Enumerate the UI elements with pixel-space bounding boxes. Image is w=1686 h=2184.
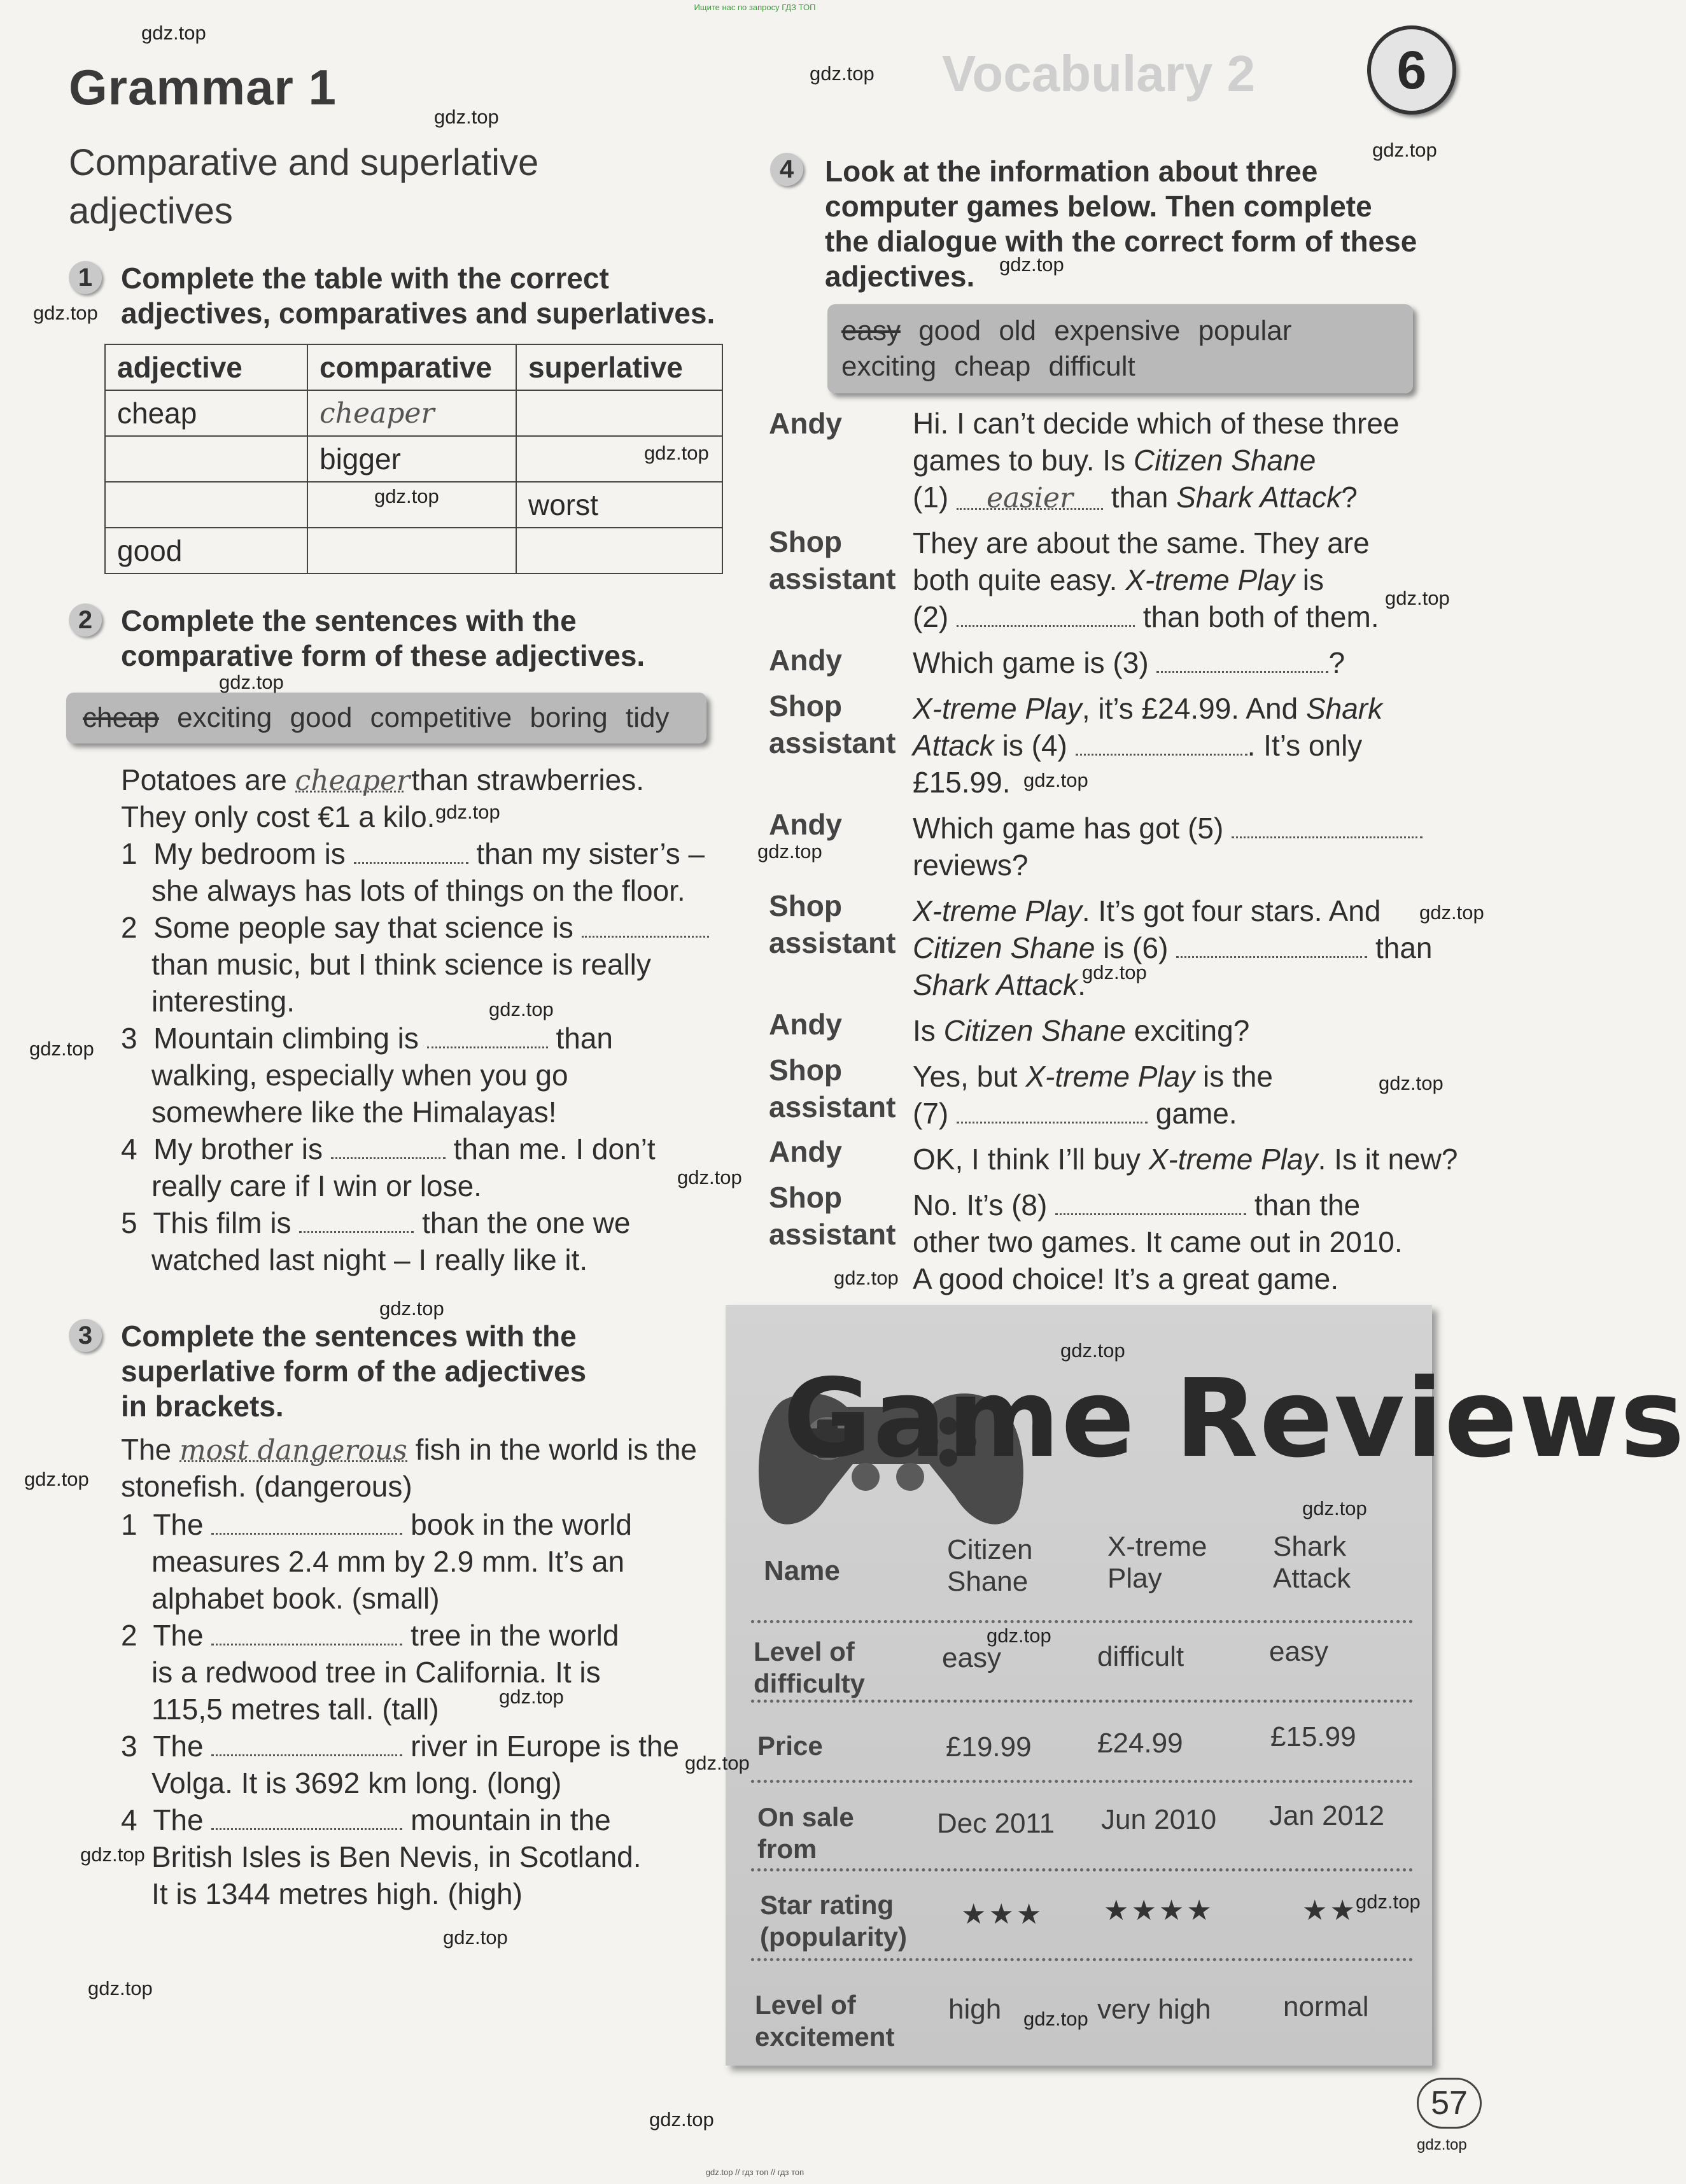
text: alphabet book. (small) (151, 1582, 440, 1615)
watermark: gdz.top (1302, 1497, 1367, 1519)
text: really care if I win or lose. (151, 1169, 482, 1202)
watermark: gdz.top (379, 1297, 444, 1320)
speaker-shop: Shop (769, 525, 842, 558)
table-cell-blank[interactable] (516, 390, 722, 436)
text: Potatoes are (121, 763, 287, 796)
watermark: gdz.top (1023, 769, 1088, 791)
game-name-citizen-shane (947, 1534, 1033, 1598)
text: from (757, 1834, 817, 1864)
word: easy (841, 315, 901, 346)
watermark: gdz.top (1372, 139, 1437, 161)
column-label-name: Name (764, 1555, 840, 1586)
row-separator (751, 1958, 1413, 1961)
text: (7) (913, 1097, 949, 1130)
text: Some people say that science is (153, 911, 573, 944)
item-number: 3 (121, 1730, 137, 1763)
table-cell-blank[interactable] (307, 528, 516, 574)
watermark: gdz.top (499, 1686, 564, 1708)
game-name-shark-attack (1273, 1531, 1351, 1595)
watermark: gdz.top (1082, 961, 1147, 983)
answer-blank[interactable] (1076, 729, 1247, 756)
speaker-shop: Shop (769, 889, 842, 922)
exercise-2-word-box (66, 693, 706, 743)
exercise-1-instruction-2: adjectives, comparatives and superlatives. (121, 297, 715, 330)
list-item (121, 909, 713, 1020)
text: A good choice! It’s a great game. (913, 1262, 1339, 1295)
table-cell: difficult (1097, 1641, 1184, 1672)
exercise-4-word-box (827, 304, 1413, 393)
item-number: 5 (121, 1206, 137, 1239)
watermark: gdz.top (29, 1038, 94, 1060)
text: somewhere like the Himalayas! (151, 1096, 557, 1129)
row-separator (751, 1620, 1413, 1623)
answer-blank[interactable] (1232, 812, 1423, 838)
watermark: gdz.top (33, 302, 98, 324)
text: fish in the world is the (415, 1433, 697, 1466)
table-cell: good (105, 528, 307, 574)
text: than (556, 1022, 613, 1055)
text: The (153, 1619, 204, 1652)
game-title: X-treme Play (1125, 563, 1295, 596)
text: 115,5 metres tall. (tall) (151, 1693, 439, 1726)
word: tidy (626, 702, 670, 733)
text: than strawberries. (411, 763, 645, 796)
item-number: 4 (121, 1132, 137, 1166)
text: walking, especially when you go (151, 1059, 568, 1092)
table-cell: Dec 2011 (937, 1808, 1055, 1839)
text: Star rating (760, 1890, 894, 1920)
speaker-andy: Andy (769, 644, 842, 677)
row-separator (751, 1700, 1413, 1703)
text: Play (1107, 1563, 1162, 1594)
text: difficulty (754, 1668, 865, 1698)
text: , it’s £24.99. And (1081, 692, 1306, 725)
game-title: Attack (913, 729, 994, 762)
text: (2) (913, 600, 949, 633)
game-title: X-treme Play (1148, 1143, 1318, 1176)
text: Yes, but (913, 1060, 1026, 1093)
list-item (121, 1728, 732, 1801)
table-cell-answer: cheaper (307, 390, 516, 436)
watermark: gdz.top (810, 62, 875, 85)
subtitle-line2: adjectives (69, 190, 233, 232)
page-title: Grammar 1 (69, 59, 337, 115)
page-number: 57 (1417, 2078, 1482, 2129)
word: exciting (177, 702, 272, 733)
watermark: gdz.top (1385, 587, 1450, 609)
text: is (6) (1095, 931, 1169, 964)
text: (popularity) (760, 1922, 907, 1952)
exercise-4-instruction-2: computer games below. Then complete (825, 190, 1372, 223)
speaker-shop: Shop (769, 1181, 842, 1214)
answer-blank[interactable] (331, 1133, 446, 1159)
text: £15.99. (913, 766, 1011, 799)
exercise-4-instruction-4: adjectives. (825, 260, 975, 293)
exercise-3-instruction-2: superlative form of the adjectives (121, 1355, 587, 1388)
list-item (121, 1204, 713, 1278)
answer-blank[interactable] (1055, 1189, 1246, 1215)
game-title: Shark Attack (913, 968, 1078, 1001)
text: My brother is (153, 1132, 323, 1166)
exercise-1-instruction-1: Complete the table with the correct (121, 262, 609, 295)
text: both quite easy. (913, 563, 1126, 596)
table-cell: worst (516, 482, 722, 528)
table-row (105, 528, 722, 574)
watermark: gdz.top (1379, 1072, 1444, 1094)
text: Level of (754, 1637, 855, 1666)
watermark: gdz.top (644, 442, 709, 464)
table-cell: bigger (307, 436, 516, 482)
table-cell-blank[interactable] (105, 436, 307, 482)
exercise-2-instruction-2: comparative form of these adjectives. (121, 639, 645, 672)
text: British Isles is Ben Nevis, in Scotland. (151, 1840, 642, 1873)
text: than (1375, 931, 1433, 964)
word: popular (1198, 315, 1292, 346)
text: tree in the world (411, 1619, 619, 1652)
watermark: gdz.top (1060, 1339, 1125, 1362)
watermark: gdz.top (489, 998, 554, 1020)
example-answer: cheaper (295, 763, 404, 793)
watermark: gdz.top (757, 840, 822, 863)
game-title: Citizen Shane (913, 931, 1095, 964)
text: Attack (1273, 1563, 1351, 1594)
exercise-3-items (121, 1506, 732, 1912)
text: stonefish. (dangerous) (121, 1470, 412, 1503)
list-item (121, 1617, 732, 1728)
text: than the (1254, 1188, 1361, 1222)
table-cell: easy (942, 1642, 1001, 1673)
item-number: 1 (121, 1508, 137, 1541)
speaker-assistant: assistant (769, 926, 896, 959)
text: Is (913, 1014, 944, 1047)
text: . It’s only (1247, 729, 1363, 762)
watermark: gdz.top (987, 1624, 1051, 1647)
answer-blank[interactable] (1176, 932, 1367, 958)
answer-blank[interactable] (957, 1097, 1148, 1124)
watermark: gdz.top (435, 801, 500, 823)
text: Shane (947, 1566, 1029, 1597)
text: The (153, 1803, 204, 1836)
game-title: Citizen Shane (943, 1014, 1126, 1047)
speaker-assistant: assistant (769, 1090, 896, 1124)
row-label-on-sale (757, 1801, 854, 1865)
exercise-2-instruction-1: Complete the sentences with the (121, 604, 577, 637)
text: (1) (913, 481, 949, 514)
text: is (1295, 563, 1324, 596)
exercise-3-number: 3 (69, 1319, 102, 1352)
game-title: Citizen Shane (1133, 444, 1316, 477)
row-label-excitement (755, 1989, 894, 2053)
exercise-3-instruction-3: in brackets. (121, 1390, 284, 1423)
watermark: gdz.top (677, 1166, 742, 1188)
exercise-1-number: 1 (69, 261, 102, 294)
table-cell: Jan 2012 (1269, 1800, 1385, 1831)
text: They only cost €1 a kilo. (121, 800, 435, 833)
text: Which game is (3) (913, 646, 1149, 679)
speaker-assistant: assistant (769, 1218, 896, 1251)
text: is (4) (994, 729, 1067, 762)
speaker-andy: Andy (769, 808, 842, 841)
watermark: gdz.top (999, 253, 1064, 276)
watermark: gdz.top (80, 1843, 145, 1866)
table-cell: £15.99 (1270, 1721, 1356, 1752)
game-title: Shark (1305, 692, 1383, 725)
example-answer: most dangerous (179, 1432, 407, 1462)
item-number: 4 (121, 1803, 137, 1836)
table-cell: high (948, 1994, 1002, 2025)
exercise-4-instruction-1: Look at the information about three (825, 155, 1318, 188)
text: The (153, 1730, 204, 1763)
watermark: gdz.top (834, 1267, 899, 1289)
exercise-2-items (121, 835, 713, 1278)
text: They are about the same. They are (913, 526, 1370, 560)
row-label-difficulty (754, 1636, 865, 1700)
text: OK, I think I’ll buy (913, 1143, 1149, 1176)
text: . It’s got four stars. And (1081, 894, 1381, 927)
text: than both of them. (1142, 600, 1379, 633)
list-item (121, 1020, 713, 1131)
text: Shark (1273, 1531, 1346, 1562)
exercise-4-instruction-3: the dialogue with the correct form of these (825, 225, 1417, 258)
text: Hi. I can’t decide which of these three (913, 407, 1400, 440)
watermark: gdz.top (141, 22, 206, 44)
speaker-assistant: assistant (769, 562, 896, 595)
star-rating-icon: ★★ (1302, 1895, 1358, 1926)
row-label-star-rating (760, 1889, 907, 1953)
table-cell-blank[interactable] (105, 482, 307, 528)
table-header-superlative: superlative (516, 344, 722, 390)
word: expensive (1054, 315, 1181, 346)
text: reviews? (913, 849, 1029, 882)
text: excitement (755, 2022, 895, 2052)
game-title: X-treme Play (1025, 1060, 1195, 1093)
exercise-4-number: 4 (770, 153, 803, 186)
row-label-price: Price (757, 1731, 823, 1761)
text: than (1111, 481, 1177, 514)
text: than my sister’s – (476, 837, 705, 870)
word: good (290, 702, 353, 733)
exercise-2-example (121, 761, 706, 835)
answer-blank[interactable] (211, 1509, 402, 1535)
table-cell: £24.99 (1097, 1728, 1183, 1759)
word: cheap (954, 351, 1031, 382)
star-rating-icon: ★★★★ (1104, 1895, 1214, 1926)
game-name-xtreme-play (1107, 1531, 1207, 1595)
item-number: 2 (121, 1619, 137, 1652)
text: Which game has got (5) (913, 812, 1224, 845)
table-cell: £19.99 (946, 1731, 1032, 1763)
list-item (121, 1506, 732, 1617)
watermark: gdz.top (1356, 1891, 1421, 1913)
speaker-assistant: assistant (769, 726, 896, 759)
text: Level of (755, 1990, 856, 2020)
bottom-banner: gdz.top // гдз топ // гдз топ (705, 2167, 804, 2177)
speaker-shop: Shop (769, 1053, 842, 1087)
table-cell-blank[interactable] (516, 528, 722, 574)
table-row (105, 436, 722, 482)
table-cell: very high (1097, 1994, 1211, 2025)
list-item (121, 1801, 732, 1912)
text: than me. I don’t (453, 1132, 656, 1166)
table-header-adjective: adjective (105, 344, 307, 390)
watermark: gdz.top (1417, 2136, 1467, 2153)
text: . Is it new? (1317, 1143, 1458, 1176)
answer-blank[interactable] (957, 601, 1135, 627)
text: is the (1195, 1060, 1273, 1093)
watermark: gdz.top (649, 2108, 714, 2131)
text: game. (1155, 1097, 1237, 1130)
subtitle-line1: Comparative and superlative (69, 142, 539, 183)
text: measures 2.4 mm by 2.9 mm. It’s an (151, 1545, 625, 1578)
text: On sale (757, 1802, 854, 1832)
game-title: X-treme Play (913, 692, 1082, 725)
text: ? (1328, 646, 1345, 679)
watermark: gdz.top (88, 1977, 153, 1999)
word: exciting (841, 351, 937, 382)
star-rating-icon: ★★★ (961, 1899, 1044, 1930)
text: book in the world (411, 1508, 632, 1541)
exercise-3-instruction-1: Complete the sentences with the (121, 1320, 577, 1353)
watermark: gdz.top (24, 1468, 89, 1490)
table-row (105, 390, 722, 436)
ghost-title: Vocabulary 2 (942, 45, 1256, 102)
watermark: gdz.top (443, 1926, 508, 1948)
watermark: gdz.top (434, 106, 499, 128)
text: than the one we (422, 1206, 631, 1239)
text: No. It’s (8) (913, 1188, 1048, 1222)
unit-number-badge: 6 (1367, 25, 1456, 115)
answer-blank[interactable] (211, 1804, 402, 1830)
example-answer: easier (957, 480, 1103, 510)
table-header-comparative: comparative (307, 344, 516, 390)
text: X-treme (1107, 1531, 1207, 1562)
text: is a redwood tree in California. It is (151, 1656, 601, 1689)
row-separator (751, 1868, 1413, 1871)
text: Volga. It is 3692 km long. (long) (151, 1766, 562, 1800)
game-reviews-panel (726, 1305, 1686, 2066)
answer-blank[interactable] (582, 912, 709, 938)
row-separator (751, 1780, 1413, 1783)
text: games to buy. Is (913, 444, 1134, 477)
item-number: 3 (121, 1022, 137, 1055)
item-number: 2 (121, 911, 137, 944)
speaker-shop: Shop (769, 689, 842, 722)
text: Mountain climbing is (153, 1022, 419, 1055)
text: The (121, 1433, 172, 1466)
text: river in Europe is the (411, 1730, 680, 1763)
watermark: gdz.top (1023, 2008, 1088, 2030)
word: difficult (1048, 351, 1135, 382)
comparison-table (104, 344, 723, 574)
text: The (153, 1508, 204, 1541)
text: interesting. (151, 985, 295, 1018)
answer-blank[interactable] (299, 1207, 414, 1233)
list-item (121, 1131, 713, 1204)
dialogue-lines (913, 405, 1486, 1297)
text: This film is (153, 1206, 292, 1239)
item-number: 1 (121, 837, 137, 870)
text: exciting? (1125, 1014, 1250, 1047)
word: cheap (83, 702, 159, 733)
table-cell: Jun 2010 (1101, 1804, 1217, 1835)
text: My bedroom is (153, 837, 346, 870)
table-cell: normal (1283, 1991, 1369, 2022)
top-banner: Ищите нас по запросу ГДЗ ТОП (694, 3, 816, 12)
word: old (999, 315, 1037, 346)
watermark: gdz.top (374, 485, 439, 507)
game-title: X-treme Play (913, 894, 1082, 927)
list-item (121, 835, 713, 909)
answer-blank[interactable] (1156, 647, 1328, 673)
exercise-2-number: 2 (69, 603, 102, 637)
game-title: Shark Attack (1176, 481, 1342, 514)
text: It is 1344 metres high. (high) (151, 1877, 523, 1910)
speaker-andy: Andy (769, 1008, 842, 1041)
text: watched last night – I really like it. (151, 1243, 588, 1276)
answer-blank[interactable] (354, 838, 468, 864)
watermark: gdz.top (685, 1752, 750, 1774)
answer-blank[interactable] (211, 1730, 402, 1756)
table-cell: cheap (105, 390, 307, 436)
table-header-row (105, 344, 722, 390)
exercise-3-example (121, 1431, 719, 1505)
watermark: gdz.top (1419, 901, 1484, 924)
table-cell: easy (1269, 1636, 1328, 1667)
word: boring (530, 702, 608, 733)
watermark: gdz.top (219, 671, 284, 693)
answer-blank[interactable] (427, 1022, 548, 1048)
speaker-andy: Andy (769, 1135, 842, 1168)
word: good (918, 315, 981, 346)
speaker-andy: Andy (769, 407, 842, 440)
word: competitive (370, 702, 512, 733)
text: ? (1341, 481, 1358, 514)
answer-blank[interactable] (211, 1619, 402, 1645)
text: she always has lots of things on the floor. (151, 874, 685, 907)
text: than music, but I think science is really (151, 948, 651, 981)
text: mountain in the (411, 1803, 611, 1836)
text: Citizen (947, 1534, 1033, 1565)
game-reviews-title: Game Reviews (783, 1356, 1686, 1482)
text: other two games. It came out in 2010. (913, 1225, 1403, 1258)
text: . (1078, 968, 1086, 1001)
